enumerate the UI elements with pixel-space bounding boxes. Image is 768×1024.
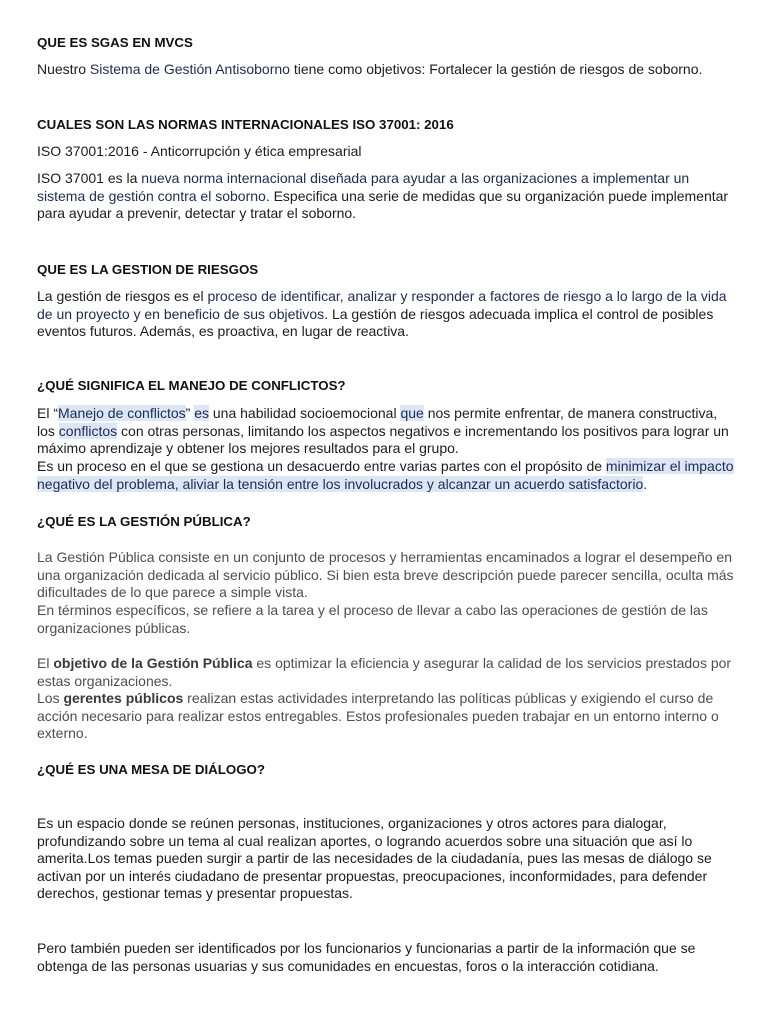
heading-iso: CUALES SON LAS NORMAS INTERNACIONALES ISO 37001: 2016 <box>37 117 454 132</box>
paragraph-mesa-1: Es un espacio donde se reúnen personas, instituciones, organizaciones y otros actores para dialogar, profundizando sobre un tema al cual realizan aportes, o logrando acuerdos sobre una situación que así lo amerita.Los temas pueden surgir a partir de las necesidades de la ciudadanía, pues las mesas de diálogo se activan por un interés ciudadano de presentar propuestas, preocupaciones, inconformidades, para defender derechos, gestionar temas y presentar propuestas. <box>37 815 712 901</box>
text: tiene como objetivos: Fortalecer la gestión de riesgos de soborno. <box>289 61 703 77</box>
text: realizan estas actividades interpretando las políticas públicas y exigiendo el curso de acción necesario para realizar estos entregables. Estos profesionales pueden trabajar en un entorno interno o externo. <box>37 690 719 741</box>
text: Es un proceso en el que se gestiona un desacuerdo entre varias partes con el propósito de <box>37 458 606 474</box>
paragraph-publica-2: En términos específicos, se refiere a la tarea y el proceso de llevar a cabo las operaciones de gestión de las organizaciones públicas. <box>37 602 708 636</box>
paragraph-sgas <box>37 61 737 79</box>
text: es optimizar la eficiencia y asegurar la calidad de los servicios prestados por estas organizaciones. <box>37 655 732 689</box>
highlighted-text: conflictos <box>58 422 118 439</box>
paragraph-publica-1: La Gestión Pública consiste en un conjunto de procesos y herramientas encaminados a lograr el desempeño en una organización dedicada al servicio público. Si bien esta breve descripción puede parecer sencilla, oculta más dificultades de lo que parece a simple vista. <box>37 549 734 600</box>
paragraph-conflictos-2 <box>37 458 737 493</box>
text: Los <box>37 690 64 706</box>
text: . Especifica una serie de medidas que su organización puede implementar para ayudar a prevenir, detectar y tratar el soborno. <box>37 187 729 221</box>
heading-gestion-publica: ¿QUÉ ES LA GESTIÓN PÚBLICA? <box>37 514 251 529</box>
paragraph-conflictos-1 <box>37 405 737 458</box>
paragraph-mesa-2: Pero también pueden ser identificados por los funcionarios y funcionarias a partir de la información que se obtenga de las personas usuarias y sus comunidades en encuestas, foros o la interacción cotidiana. <box>37 940 696 974</box>
text: La gestión de riesgos es el <box>37 288 208 304</box>
paragraph-riesgos <box>37 288 737 341</box>
paragraph-iso-title: ISO 37001:2016 - Anticorrupción y ética empresarial <box>37 143 362 159</box>
text: Nuestro <box>37 61 90 77</box>
text: El “ <box>37 405 58 421</box>
link-sistema-antisoborno[interactable]: Sistema de Gestión Antisoborno <box>89 61 290 77</box>
emphasis-text: proceso de identificar, analizar y responder a factores de riesgo a lo largo de la vida de un proyecto y en beneficio de sus objetivos <box>37 288 727 322</box>
text: con otras personas, limitando los aspectos negativos e incrementando los positivos para lograr un máximo aprendizaje y obtener los mejores resultados para el grupo. <box>37 422 729 456</box>
text: . La gestión de riesgos adecuada implica el control de posibles eventos futuros. Además, es proactiva, en lugar de reactiva. <box>37 305 714 339</box>
bold-text: gerentes públicos <box>63 690 184 706</box>
bold-text: objetivo de la Gestión Pública <box>53 655 253 671</box>
paragraph-publica-3 <box>37 655 737 690</box>
text: El <box>37 655 54 671</box>
emphasis-text: nueva norma internacional diseñada para ayudar a las organizaciones a implementar un sistema de gestión contra el soborno <box>37 170 690 204</box>
text: ISO 37001 es la <box>37 170 142 186</box>
heading-sgas: QUE ES SGAS EN MVCS <box>37 35 193 50</box>
highlighted-text: minimizar el impacto negativo del problema, aliviar la tensión entre los involucrados y alcanzar un acuerdo satisfactorio <box>37 458 734 492</box>
heading-riesgos: QUE ES LA GESTION DE RIESGOS <box>37 262 259 277</box>
highlighted-text: que <box>400 405 424 421</box>
text: una habilidad socioemocional <box>209 405 401 421</box>
paragraph-iso-description <box>37 170 737 223</box>
highlighted-text: es <box>194 405 209 421</box>
heading-mesa-dialogo: ¿QUÉ ES UNA MESA DE DIÁLOGO? <box>37 762 266 777</box>
heading-conflictos: ¿QUÉ SIGNIFICA EL MANEJO DE CONFLICTOS? <box>37 378 346 393</box>
paragraph-publica-4 <box>37 690 737 743</box>
highlighted-text: Manejo de conflictos <box>58 405 186 421</box>
text: ” <box>185 405 195 421</box>
text: nos permite enfrentar, de manera constructiva, los <box>37 405 718 439</box>
text: . <box>643 475 648 492</box>
